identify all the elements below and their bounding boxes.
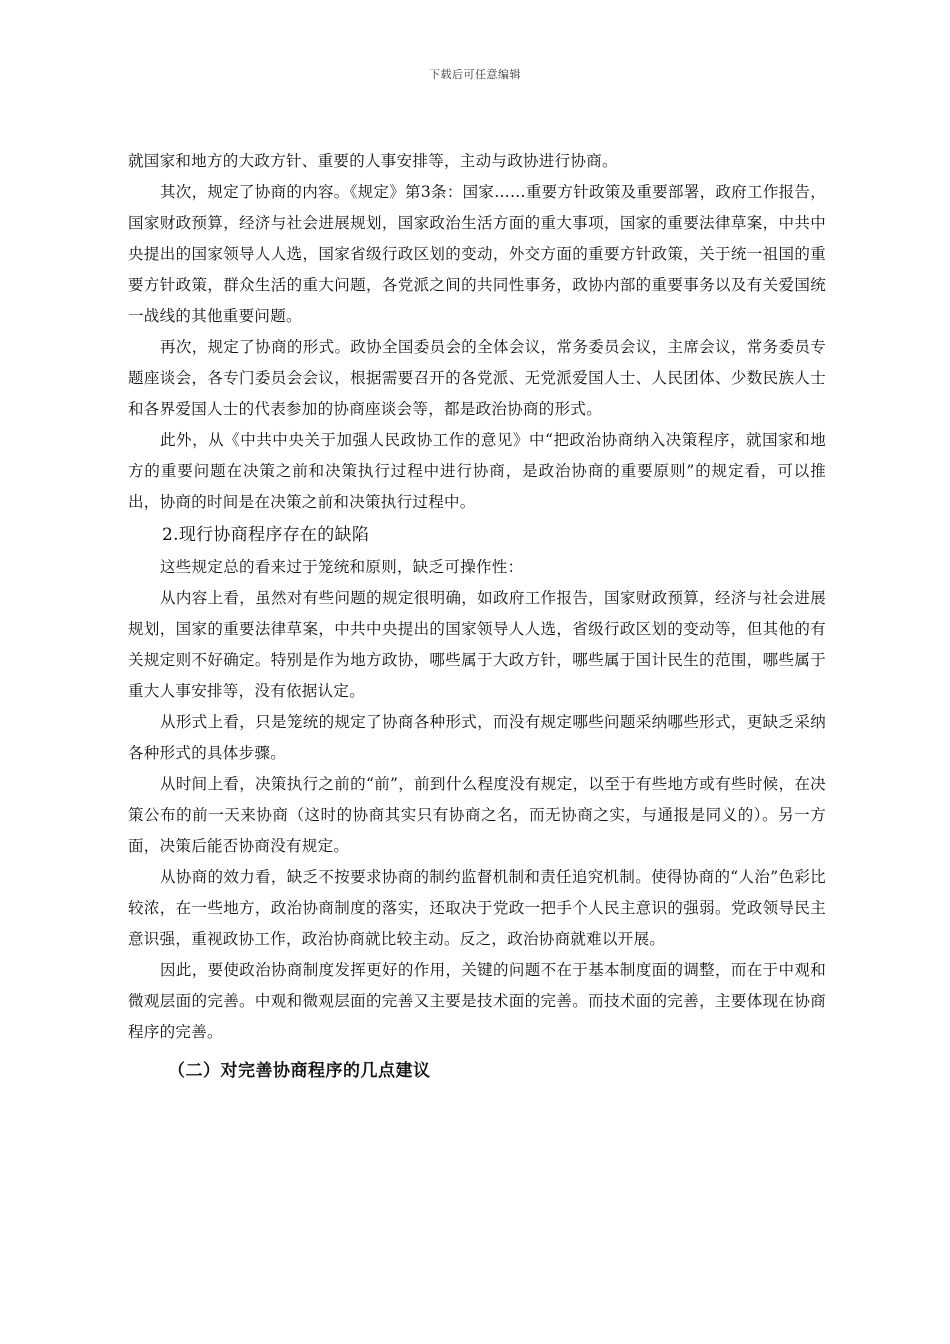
paragraph-summary: 这些规定总的看来过于笼统和原则，缺乏可操作性：	[160, 558, 524, 576]
page-header: 下载后可任意编辑	[429, 68, 521, 81]
paragraph-form-view: 从形式上看，只是笼统的规定了协商各种形式，而没有规定哪些问题采纳哪些形式，更缺乏采纳各种形式的具体步骤。	[128, 713, 826, 762]
paragraph-continuation: 就国家和地方的大政方针、重要的人事安排等，主动与政协进行协商。	[128, 152, 618, 170]
paragraph-conclusion: 因此，要使政治协商制度发挥更好的作用，关键的问题不在于基本制度面的调整，而在于中观和微观层面的完善。中观和微观层面的完善又主要是技术面的完善。而技术面的完善，主要体现在协商程序的完善。	[128, 961, 826, 1041]
paragraph-effect-view: 从协商的效力看，缺乏不按要求协商的制约监督机制和责任追究机制。使得协商的“人治”色彩比较浓，在一些地方，政治协商制度的落实，还取决于党政一把手个人民主意识的强弱。党政领导民主意识强，重视政协工作，政治协商就比较主动。反之，政治协商就难以开展。	[128, 868, 826, 948]
paragraph-consultation-form: 再次，规定了协商的形式。政协全国委员会的全体会议，常务委员会议，主席会议，常务委员专题座谈会，各专门委员会会议，根据需要召开的各党派、无党派爱国人士、人民团体、少数民族人士和各界爱国人士的代表参加的协商座谈会等，都是政治协商的形式。	[128, 338, 826, 418]
paragraph-consultation-content: 其次，规定了协商的内容。《规定》第3条：国家……重要方针政策及重要部署，政府工作报告，国家财政预算，经济与社会进展规划，国家政治生活方面的重大事项，国家的重要法律草案，中共中央提出的国家领导人人选，国家省级行政区划的变动，外交方面的重要方针政策，关于统一祖国的重要方针政策，群众生活的重大问题，各党派之间的共同性事务，政协内部的重要事务以及有关爱国统一战线的其他重要问题。	[128, 183, 827, 325]
paragraph-time-view: 从时间上看，决策执行之前的“前”，前到什么程度没有规定，以至于有些地方或有些时候，在决策公布的前一天来协商（这时的协商其实只有协商之名，而无协商之实，与通报是同义的）。另一方面，决策后能否协商没有规定。	[128, 775, 826, 855]
document-body	[128, 146, 826, 1090]
paragraph-consultation-time: 此外，从《中共中央关于加强人民政协工作的意见》中“把政治协商纳入决策程序，就国家和地方的重要问题在决策之前和决策执行过程中进行协商，是政治协商的重要原则”的规定看，可以推出，协商的时间是在决策之前和决策执行过程中。	[128, 431, 826, 511]
subheading-defects: 2.现行协商程序存在的缺陷	[162, 525, 370, 545]
paragraph-content-view: 从内容上看，虽然对有些问题的规定很明确，如政府工作报告，国家财政预算，经济与社会进展规划，国家的重要法律草案，中共中央提出的国家领导人人选，省级行政区划的变动等，但其他的有关规定则不好确定。特别是作为地方政协，哪些属于大政方针，哪些属于国计民生的范围，哪些属于重大人事安排等，没有依据认定。	[128, 589, 826, 700]
section-heading-suggestions: （二）对完善协商程序的几点建议	[168, 1061, 431, 1081]
